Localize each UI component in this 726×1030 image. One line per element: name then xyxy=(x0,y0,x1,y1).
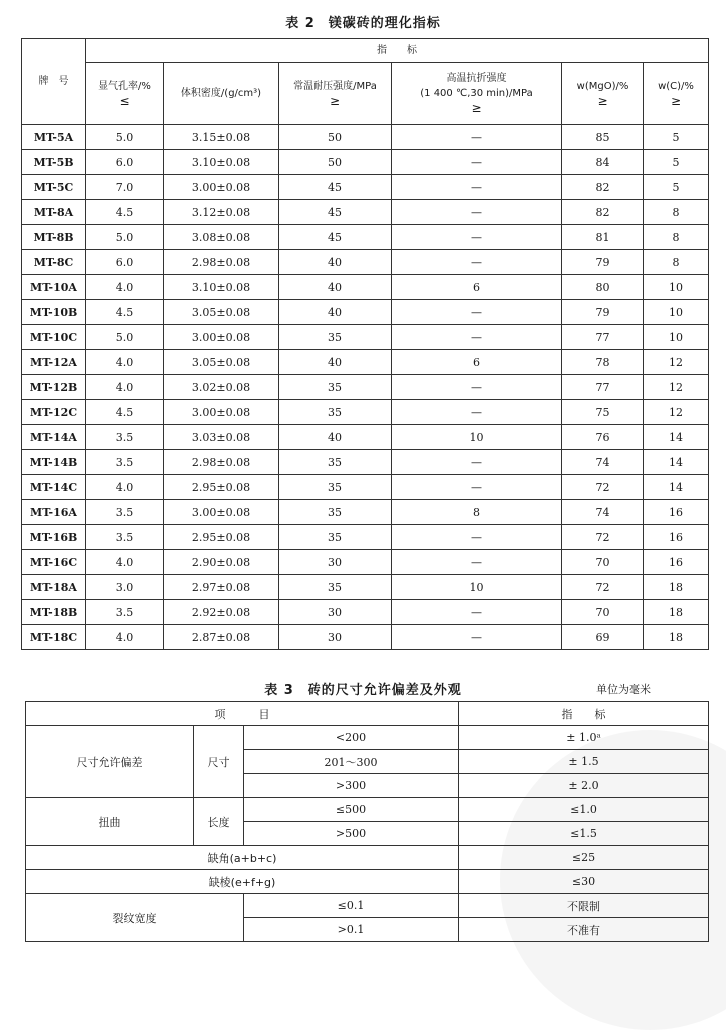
cell-compressive: 45 xyxy=(279,225,392,250)
edge-value: ≤30 xyxy=(459,870,709,894)
crack-label: 裂纹宽度 xyxy=(26,894,244,942)
cell-flexural: 6 xyxy=(392,275,562,300)
cell-code: MT-18B xyxy=(22,600,86,625)
cell-carbon: 5 xyxy=(644,175,709,200)
warp-cond: >500 xyxy=(244,822,459,846)
cell-mgo: 77 xyxy=(562,375,644,400)
table-row xyxy=(22,275,709,300)
cell-density: 3.05±0.08 xyxy=(164,350,279,375)
warp-label: 扭曲 xyxy=(26,798,194,846)
table-row xyxy=(22,350,709,375)
cell-mgo: 75 xyxy=(562,400,644,425)
cell-flexural: — xyxy=(392,550,562,575)
cell-mgo: 80 xyxy=(562,275,644,300)
cell-porosity: 3.5 xyxy=(86,600,164,625)
table-row xyxy=(22,625,709,650)
cell-code: MT-5C xyxy=(22,175,86,200)
cell-porosity: 5.0 xyxy=(86,325,164,350)
cell-mgo: 74 xyxy=(562,500,644,525)
cell-code: MT-5B xyxy=(22,150,86,175)
cell-code: MT-12C xyxy=(22,400,86,425)
cell-flexural: — xyxy=(392,300,562,325)
header-density: 体积密度/(g/cm³) xyxy=(164,63,279,125)
table-row xyxy=(22,300,709,325)
cell-density: 2.87±0.08 xyxy=(164,625,279,650)
cell-density: 3.10±0.08 xyxy=(164,275,279,300)
cell-density: 3.00±0.08 xyxy=(164,500,279,525)
cell-compressive: 45 xyxy=(279,175,392,200)
warp-value: ≤1.5 xyxy=(459,822,709,846)
table-row xyxy=(22,200,709,225)
cell-carbon: 12 xyxy=(644,375,709,400)
header-flexural: 高温抗折强度 (1 400 ℃,30 min)/MPa ≥ xyxy=(392,63,562,125)
table-row xyxy=(22,575,709,600)
cell-compressive: 40 xyxy=(279,425,392,450)
crack-cond: >0.1 xyxy=(244,918,459,942)
dim-cond: >300 xyxy=(244,774,459,798)
cell-flexural: — xyxy=(392,250,562,275)
dim-value: ± 1.5 xyxy=(459,750,709,774)
cell-compressive: 40 xyxy=(279,300,392,325)
cell-density: 2.98±0.08 xyxy=(164,450,279,475)
cell-carbon: 14 xyxy=(644,475,709,500)
cell-code: MT-16C xyxy=(22,550,86,575)
warp-cond: ≤500 xyxy=(244,798,459,822)
cell-mgo: 85 xyxy=(562,125,644,150)
dim-cond: 201～300 xyxy=(244,750,459,774)
cell-flexural: — xyxy=(392,125,562,150)
cell-porosity: 5.0 xyxy=(86,125,164,150)
dim-value: ± 1.0ᵃ xyxy=(459,726,709,750)
cell-porosity: 4.0 xyxy=(86,475,164,500)
cell-code: MT-12A xyxy=(22,350,86,375)
header-compressive: 常温耐压强度/MPa ≥ xyxy=(279,63,392,125)
cell-porosity: 4.0 xyxy=(86,375,164,400)
cell-porosity: 3.5 xyxy=(86,425,164,450)
cell-porosity: 4.0 xyxy=(86,625,164,650)
cell-density: 3.05±0.08 xyxy=(164,300,279,325)
cell-mgo: 77 xyxy=(562,325,644,350)
header-porosity: 显气孔率/% ≤ xyxy=(86,63,164,125)
cell-flexural: — xyxy=(392,525,562,550)
table2-caption: 表 2 镁碳砖的理化指标 xyxy=(285,16,441,31)
table-row xyxy=(22,250,709,275)
header-index: 指 标 xyxy=(459,702,709,726)
cell-carbon: 16 xyxy=(644,525,709,550)
cell-mgo: 74 xyxy=(562,450,644,475)
cell-code: MT-8C xyxy=(22,250,86,275)
cell-code: MT-12B xyxy=(22,375,86,400)
cell-carbon: 10 xyxy=(644,300,709,325)
cell-mgo: 78 xyxy=(562,350,644,375)
cell-code: MT-18A xyxy=(22,575,86,600)
dim-cond: <200 xyxy=(244,726,459,750)
cell-density: 3.02±0.08 xyxy=(164,375,279,400)
cell-compressive: 50 xyxy=(279,150,392,175)
table-row xyxy=(22,475,709,500)
cell-porosity: 4.5 xyxy=(86,200,164,225)
cell-density: 3.00±0.08 xyxy=(164,325,279,350)
cell-flexural: 8 xyxy=(392,500,562,525)
cell-porosity: 5.0 xyxy=(86,225,164,250)
cell-carbon: 18 xyxy=(644,575,709,600)
cell-density: 2.95±0.08 xyxy=(164,475,279,500)
cell-porosity: 4.0 xyxy=(86,275,164,300)
cell-density: 3.00±0.08 xyxy=(164,175,279,200)
cell-density: 2.98±0.08 xyxy=(164,250,279,275)
table-row xyxy=(22,375,709,400)
cell-flexural: 10 xyxy=(392,575,562,600)
cell-flexural: — xyxy=(392,175,562,200)
cell-porosity: 7.0 xyxy=(86,175,164,200)
cell-code: MT-14B xyxy=(22,450,86,475)
cell-density: 2.90±0.08 xyxy=(164,550,279,575)
cell-flexural: 6 xyxy=(392,350,562,375)
cell-code: MT-16A xyxy=(22,500,86,525)
cell-carbon: 14 xyxy=(644,450,709,475)
table-row xyxy=(22,325,709,350)
header-brand: 牌 号 xyxy=(22,39,86,125)
cell-flexural: — xyxy=(392,225,562,250)
table3-caption: 表 3 砖的尺寸允许偏差及外观 xyxy=(264,683,462,698)
header-mgo: w(MgO)/% ≥ xyxy=(562,63,644,125)
cell-compressive: 35 xyxy=(279,450,392,475)
cell-flexural: 10 xyxy=(392,425,562,450)
cell-compressive: 35 xyxy=(279,575,392,600)
cell-carbon: 5 xyxy=(644,125,709,150)
cell-porosity: 4.5 xyxy=(86,300,164,325)
crack-value: 不准有 xyxy=(459,918,709,942)
cell-compressive: 35 xyxy=(279,400,392,425)
cell-compressive: 30 xyxy=(279,625,392,650)
cell-density: 3.12±0.08 xyxy=(164,200,279,225)
cell-density: 3.08±0.08 xyxy=(164,225,279,250)
cell-flexural: — xyxy=(392,475,562,500)
cell-flexural: — xyxy=(392,325,562,350)
cell-compressive: 40 xyxy=(279,350,392,375)
cell-mgo: 82 xyxy=(562,200,644,225)
cell-carbon: 10 xyxy=(644,325,709,350)
cell-carbon: 18 xyxy=(644,600,709,625)
cell-compressive: 40 xyxy=(279,275,392,300)
cell-porosity: 6.0 xyxy=(86,250,164,275)
cell-carbon: 18 xyxy=(644,625,709,650)
header-item: 项 目 xyxy=(26,702,459,726)
table-row xyxy=(22,525,709,550)
cell-compressive: 35 xyxy=(279,375,392,400)
cell-density: 3.00±0.08 xyxy=(164,400,279,425)
cell-flexural: — xyxy=(392,625,562,650)
cell-code: MT-16B xyxy=(22,525,86,550)
cell-density: 3.03±0.08 xyxy=(164,425,279,450)
cell-mgo: 72 xyxy=(562,475,644,500)
table-row xyxy=(22,500,709,525)
cell-carbon: 12 xyxy=(644,400,709,425)
cell-porosity: 3.0 xyxy=(86,575,164,600)
cell-density: 2.92±0.08 xyxy=(164,600,279,625)
table2-body xyxy=(22,125,709,650)
cell-mgo: 79 xyxy=(562,300,644,325)
warp-value: ≤1.0 xyxy=(459,798,709,822)
cell-density: 2.95±0.08 xyxy=(164,525,279,550)
cell-density: 3.15±0.08 xyxy=(164,125,279,150)
dim-label: 尺寸允许偏差 xyxy=(26,726,194,798)
cell-flexural: — xyxy=(392,400,562,425)
table-row xyxy=(22,150,709,175)
cell-code: MT-10C xyxy=(22,325,86,350)
cell-code: MT-5A xyxy=(22,125,86,150)
cell-flexural: — xyxy=(392,200,562,225)
cell-code: MT-10B xyxy=(22,300,86,325)
cell-mgo: 70 xyxy=(562,550,644,575)
header-indexes: 指 标 xyxy=(86,39,709,63)
cell-mgo: 76 xyxy=(562,425,644,450)
cell-porosity: 4.0 xyxy=(86,350,164,375)
cell-compressive: 50 xyxy=(279,125,392,150)
cell-compressive: 30 xyxy=(279,600,392,625)
cell-porosity: 3.5 xyxy=(86,450,164,475)
cell-carbon: 5 xyxy=(644,150,709,175)
cell-carbon: 16 xyxy=(644,500,709,525)
cell-mgo: 70 xyxy=(562,600,644,625)
cell-compressive: 40 xyxy=(279,250,392,275)
cell-flexural: — xyxy=(392,375,562,400)
cell-carbon: 10 xyxy=(644,275,709,300)
crack-value: 不限制 xyxy=(459,894,709,918)
cell-carbon: 8 xyxy=(644,250,709,275)
cell-code: MT-14C xyxy=(22,475,86,500)
cell-mgo: 79 xyxy=(562,250,644,275)
cell-code: MT-10A xyxy=(22,275,86,300)
cell-compressive: 35 xyxy=(279,325,392,350)
cell-mgo: 84 xyxy=(562,150,644,175)
cell-carbon: 8 xyxy=(644,225,709,250)
cell-code: MT-8A xyxy=(22,200,86,225)
cell-compressive: 35 xyxy=(279,475,392,500)
cell-flexural: — xyxy=(392,150,562,175)
cell-mgo: 72 xyxy=(562,575,644,600)
dim-value: ± 2.0 xyxy=(459,774,709,798)
cell-code: MT-18C xyxy=(22,625,86,650)
cell-carbon: 14 xyxy=(644,425,709,450)
table-row xyxy=(22,550,709,575)
table-row xyxy=(22,425,709,450)
cell-porosity: 3.5 xyxy=(86,500,164,525)
cell-carbon: 8 xyxy=(644,200,709,225)
cell-density: 2.97±0.08 xyxy=(164,575,279,600)
cell-mgo: 69 xyxy=(562,625,644,650)
cell-flexural: — xyxy=(392,600,562,625)
cell-compressive: 35 xyxy=(279,500,392,525)
cell-compressive: 45 xyxy=(279,200,392,225)
corner-value: ≤25 xyxy=(459,846,709,870)
cell-mgo: 72 xyxy=(562,525,644,550)
corner-label: 缺角(a+b+c) xyxy=(26,846,459,870)
cell-density: 3.10±0.08 xyxy=(164,150,279,175)
warp-sub: 长度 xyxy=(194,798,244,846)
cell-mgo: 82 xyxy=(562,175,644,200)
crack-cond: ≤0.1 xyxy=(244,894,459,918)
cell-porosity: 4.0 xyxy=(86,550,164,575)
table3-unit-note: 单位为毫米 xyxy=(596,683,651,696)
header-carbon: w(C)/% ≥ xyxy=(644,63,709,125)
cell-carbon: 12 xyxy=(644,350,709,375)
cell-compressive: 30 xyxy=(279,550,392,575)
table-row xyxy=(22,450,709,475)
table-row xyxy=(22,225,709,250)
cell-carbon: 16 xyxy=(644,550,709,575)
cell-porosity: 3.5 xyxy=(86,525,164,550)
edge-label: 缺棱(e+f+g) xyxy=(26,870,459,894)
cell-code: MT-8B xyxy=(22,225,86,250)
table-row xyxy=(22,125,709,150)
cell-porosity: 4.5 xyxy=(86,400,164,425)
cell-porosity: 6.0 xyxy=(86,150,164,175)
cell-mgo: 81 xyxy=(562,225,644,250)
cell-flexural: — xyxy=(392,450,562,475)
cell-code: MT-14A xyxy=(22,425,86,450)
table2-physicochemical-indexes xyxy=(21,38,709,650)
table-row xyxy=(22,400,709,425)
table-row xyxy=(22,175,709,200)
table-row xyxy=(22,600,709,625)
cell-compressive: 35 xyxy=(279,525,392,550)
dim-sub: 尺寸 xyxy=(194,726,244,798)
table3-dimension-tolerance xyxy=(25,701,709,942)
